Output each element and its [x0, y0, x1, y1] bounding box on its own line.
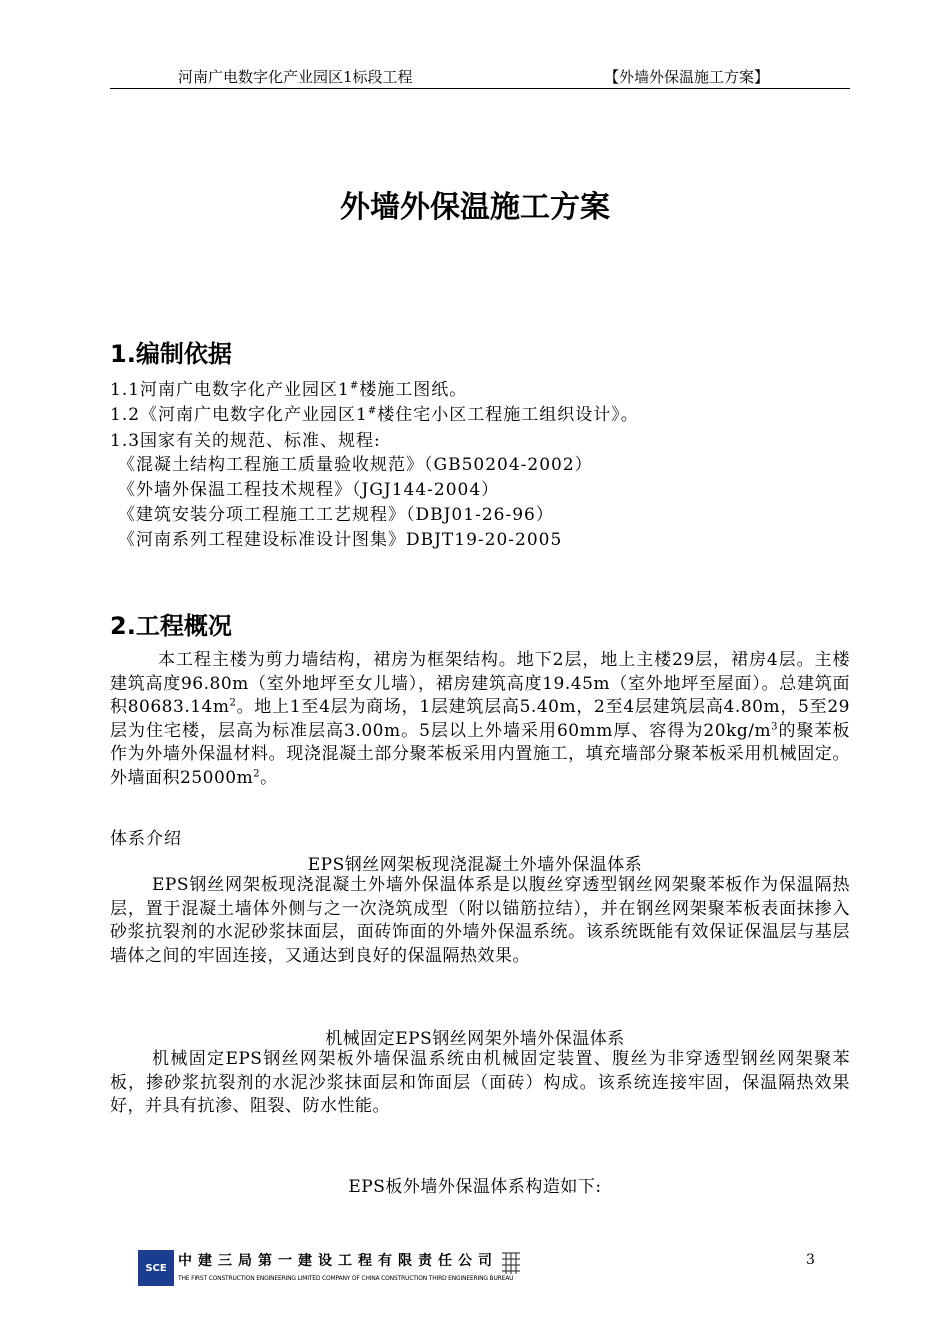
logo-mark-icon: [500, 1250, 522, 1276]
standard-2: 《外墙外保温工程技术规程》（JGJ144-2004）: [118, 480, 500, 500]
document-title: 外墙外保温施工方案: [340, 190, 610, 225]
company-name-cn: 中建三局第一建设工程有限责任公司: [178, 1253, 498, 1269]
section2-heading: 2.工程概况: [110, 612, 232, 640]
standard-3: 《建筑安装分项工程施工工艺规程》（DBJ01-26-96）: [118, 505, 554, 525]
basis-item-1: 1.1河南广电数字化产业园区1#楼施工图纸。: [110, 380, 468, 400]
header-right-text: 【外墙外保温施工方案】: [604, 68, 770, 86]
basis-item-3: 1.3国家有关的规范、标准、规程:: [110, 431, 381, 451]
header-left-text: 河南广电数字化产业园区1标段工程: [178, 68, 413, 86]
system1-title: EPS钢丝网架板现浇混凝土外墙外保温体系: [307, 855, 643, 875]
standard-1: 《混凝土结构工程施工质量验收规范》（GB50204-2002）: [118, 455, 593, 475]
page-number: 3: [806, 1252, 815, 1268]
system2-body: 机械固定EPS钢丝网架板外墙保温系统由机械固定装置、腹丝为非穿透型钢丝网架聚苯板，掺砂浆抗裂剂的水泥沙浆抹面层和饰面层（面砖）构成。该系统连接牢固，保温隔热效果好，并具有抗渗、阻裂、防水性能。: [110, 1049, 850, 1116]
system2-title: 机械固定EPS钢丝网架外墙外保温体系: [325, 1029, 625, 1049]
section1-heading: 1.编制依据: [110, 340, 232, 368]
company-logo: SCE: [138, 1250, 174, 1286]
header-rule: [110, 88, 850, 89]
standard-4: 《河南系列工程建设标准设计图集》DBJT19-20-2005: [118, 530, 563, 550]
basis-item-2: 1.2《河南广电数字化产业园区1#楼住宅小区工程施工组织设计》。: [110, 405, 639, 425]
structure-title: EPS板外墙外保温体系构造如下:: [348, 1177, 602, 1197]
company-name-en: THE FIRST CONSTRUCTION ENGINEERING LIMITED COMPANY OF CHINA CONSTRUCTION THIRD ENGINEERING BUREAU: [178, 1275, 514, 1282]
overview-paragraph: 本工程主楼为剪力墙结构，裙房为框架结构。地下2层，地上主楼29层，裙房4层。主楼建筑高度96.80m（室外地坪至女儿墙），裙房建筑高度19.45m（室外地坪至屋面）。总建筑面积$80683.14m^2$。地上1至4层为商场，1层建筑层高5.40m，2至4层建筑层高4.80m，5至29层为住宅楼，层高为标准层高3.00m。5层以上外墙采用60mm厚、容得为$20kg/m^3$的聚苯板作为外墙外保温材料。现浇混凝土部分聚苯板采用内置施工，填充墙部分聚苯板采用机械固定。外墙面积$25000m^2$。: [110, 650, 851, 788]
system1-body: EPS钢丝网架板现浇混凝土外墙外保温体系是以腹丝穿透型钢丝网架聚苯板作为保温隔热层，置于混凝土墙体外侧与之一次浇筑成型（附以锚筋拉结），并在钢丝网架聚苯板表面抹掺入砂浆抗裂剂的水泥砂浆抹面层，面砖饰面的外墙外保温系统。该系统既能有效保证保温层与基层墙体之间的牢固连接，又通达到良好的保温隔热效果。: [110, 875, 850, 966]
system-intro-label: 体系介绍: [110, 829, 182, 849]
